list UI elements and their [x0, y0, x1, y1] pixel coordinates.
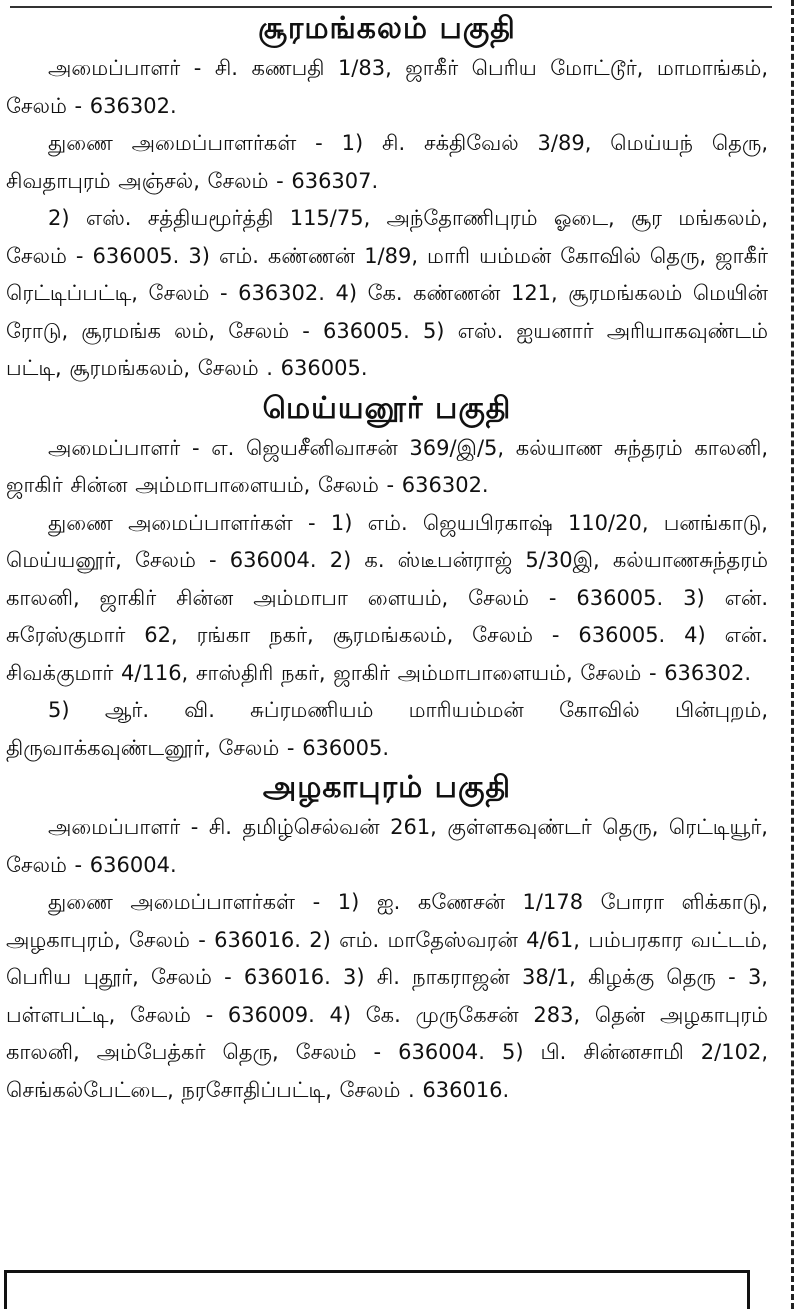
cut-off-top-line [10, 0, 772, 8]
coordinator-paragraph: அமைப்பாளர் - எ. ஜெயசீனிவாசன் 369/இ/5, கல்யாண சுந்தரம் காலனி, ஜாகிர் சின்ன அம்மாபாளையம், சேலம் - 636302. [6, 435, 768, 497]
deputy-coordinators-continued-paragraph: 5) ஆர். வி. சுப்ரமணியம் மாரியம்மன் கோவில் பின்புறம், திருவாக்கவுண்டனூர், சேலம் - 636005. [6, 698, 768, 760]
section-suramangalam [0, 8, 782, 388]
deputy-coordinators-paragraph: துணை அமைப்பாளர்கள் - 1) எம். ஜெயபிரகாஷ் 110/20, பனங்காடு, மெய்யனூர், சேலம் - 636004. 2) க. ஸ்டீபன்ராஜ் 5/30இ, கல்யாணசுந்தரம் காலனி, ஜாகிர் சின்ன அம்மாபா ளையம், சேலம் - 636005. 3) என். சுரேஸ்குமார் 62, ரங்கா நகர், சூரமங்கலம், சேலம் - 636005. 4) என். சிவக்குமார் 4/116, சாஸ்திரி நகர், ஜாகிர் அம்மாபாளையம், சேலம் - 636302. [6, 510, 768, 685]
section-heading: அழகாபுரம் பகுதி [262, 770, 512, 805]
coordinator-paragraph: அமைப்பாளர் - சி. தமிழ்செல்வன் 261, குள்ளகவுண்டர் தெரு, ரெட்டியூர், சேலம் - 636004. [6, 815, 768, 877]
deputy-coordinators-paragraph: துணை அமைப்பாளர்கள் - 1) சி. சக்திவேல் 3/89, மெய்யந் தெரு, சிவதாபுரம் அஞ்சல், சேலம் - 636307. [6, 131, 768, 193]
section-azhagapuram [0, 767, 782, 1109]
deputy-coordinators-paragraph: துணை அமைப்பாளர்கள் - 1) ஐ. கணேசன் 1/178 போரா ளிக்காடு, அழகாபுரம், சேலம் - 636016. 2) எம். மாதேஸ்வரன் 4/61, பம்பரகார வட்டம், பெரிய புதூர், சேலம் - 636016. 3) சி. நாகராஜன் 38/1, கிழக்கு தெரு - 3, பள்ளபட்டி, சேலம் - 636009. 4) கே. முருகேசன் 283, தென் அழகாபுரம் காலனி, அம்பேத்கர் தெரு, சேலம் - 636004. 5) பி. சின்னசாமி 2/102, செங்கல்பேட்டை, நரசோதிப்பட்டி, சேலம் . 636016. [6, 890, 768, 1102]
deputy-coordinators-continued-paragraph: 2) எஸ். சத்தியமூர்த்தி 115/75, அந்தோணிபுரம் ஓடை, சூர மங்கலம், சேலம் - 636005. 3) எம். கண்ணன் 1/89, மாரி யம்மன் கோவில் தெரு, ஜாகீர் ரெட்டிப்பட்டி, சேலம் - 636302. 4) கே. கண்ணன் 121, சூரமங்கலம் மெயின் ரோடு, சூரமங்க லம், சேலம் - 636005. 5) எஸ். ஐயனார் அரியாகவுண்டம் பட்டி, சூரமங்கலம், சேலம் . 636005. [6, 206, 768, 380]
coordinator-paragraph: அமைப்பாளர் - சி. கணபதி 1/83, ஜாகீர் பெரிய மோட்டூர், மாமாங்கம், சேலம் - 636302. [6, 56, 768, 118]
column-divider-dashed [791, 0, 794, 1309]
next-heading-box-cutoff [4, 1270, 750, 1309]
section-heading: மெய்யனூர் பகுதி [262, 390, 512, 426]
section-meyyanur [0, 388, 782, 768]
section-heading: சூரமங்கலம் பகுதி [258, 11, 516, 46]
